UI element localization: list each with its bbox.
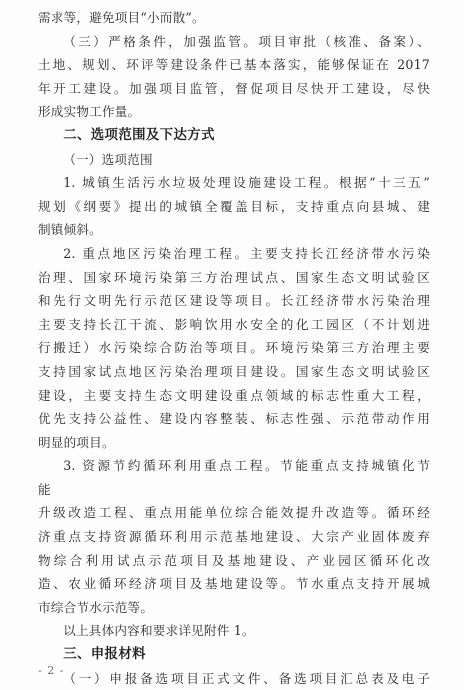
text-line: 明显的项目。 [38, 434, 115, 450]
text-line: 土地、规划、环评等建设条件已基本落实，能够保证在 2017 [38, 57, 430, 73]
text-line: 主要支持长江干流、影响饮用水安全的化工园区（不计划进 [38, 316, 430, 332]
section-heading: 三、申报材料 [63, 647, 146, 663]
text-line: 年开工建设。加强项目监管，督促项目尽快开工建设，尽快 [38, 80, 430, 96]
text-line: 济重点支持资源循环利用示范基地建设、大宗产业固体废弃 [38, 529, 430, 545]
text-line: 支持国家试点地区污染治理项目建设。国家生态文明试验区 [38, 363, 430, 379]
text-line: 制镇倾斜。 [38, 222, 102, 238]
text-line: 规划《纲要》提出的城镇全覆盖目标，支持重点向县城、建 [38, 198, 430, 214]
text-line: （三）严格条件，加强监管。项目审批（核准、备案）、 [63, 33, 430, 49]
text-line: 能 [38, 481, 51, 497]
text-line: 市综合节水示范等。 [38, 599, 154, 615]
text-line: （一）选项范围 [63, 151, 153, 167]
text-line: 3. 资源节约循环利用重点工程。节能重点支持城镇化节 [63, 458, 430, 474]
text-line: 建设，主要支持生态文明建设重点领域的标志性重大工程， [38, 387, 430, 403]
text-line: 需求等，避免项目“小而散”。 [38, 10, 205, 25]
text-line: （一）申报备选项目正式文件、备选项目汇总表及电子 [63, 670, 430, 686]
text-line: 治理、国家环境污染第三方治理试点、国家生态文明试验区 [38, 269, 430, 285]
text-line: 形成实物工作量。 [38, 104, 141, 120]
text-line: 行搬迁）水污染综合防治等项目。环境污染第三方治理主要 [38, 340, 430, 356]
section-heading: 二、选项范围及下达方式 [63, 127, 215, 143]
document-body [38, 6, 430, 690]
text-line: 以上具体内容和要求详见附件 1。 [63, 623, 255, 639]
page-number: - 2 - [38, 664, 65, 677]
text-line: 物综合利用试点示范项目及基地建设、产业园区循环化改 [38, 552, 430, 568]
text-line: 造、农业循环经济项目及基地建设等。节水重点支持开展城 [38, 576, 430, 592]
text-line: 1. 城镇生活污水垃圾处理设施建设工程。根据“十三五” [63, 175, 430, 191]
text-line: 和先行文明先行示范区建设等项目。长江经济带水污染治理 [38, 293, 430, 309]
text-line: 2. 重点地区污染治理工程。主要支持长江经济带水污染 [63, 245, 430, 261]
text-line: 优先支持公益性、建设内容整装、标志性强、示范带动作用 [38, 411, 430, 427]
text-line: 升级改造工程、重点用能单位综合能效提升改造等。循环经 [38, 505, 430, 521]
